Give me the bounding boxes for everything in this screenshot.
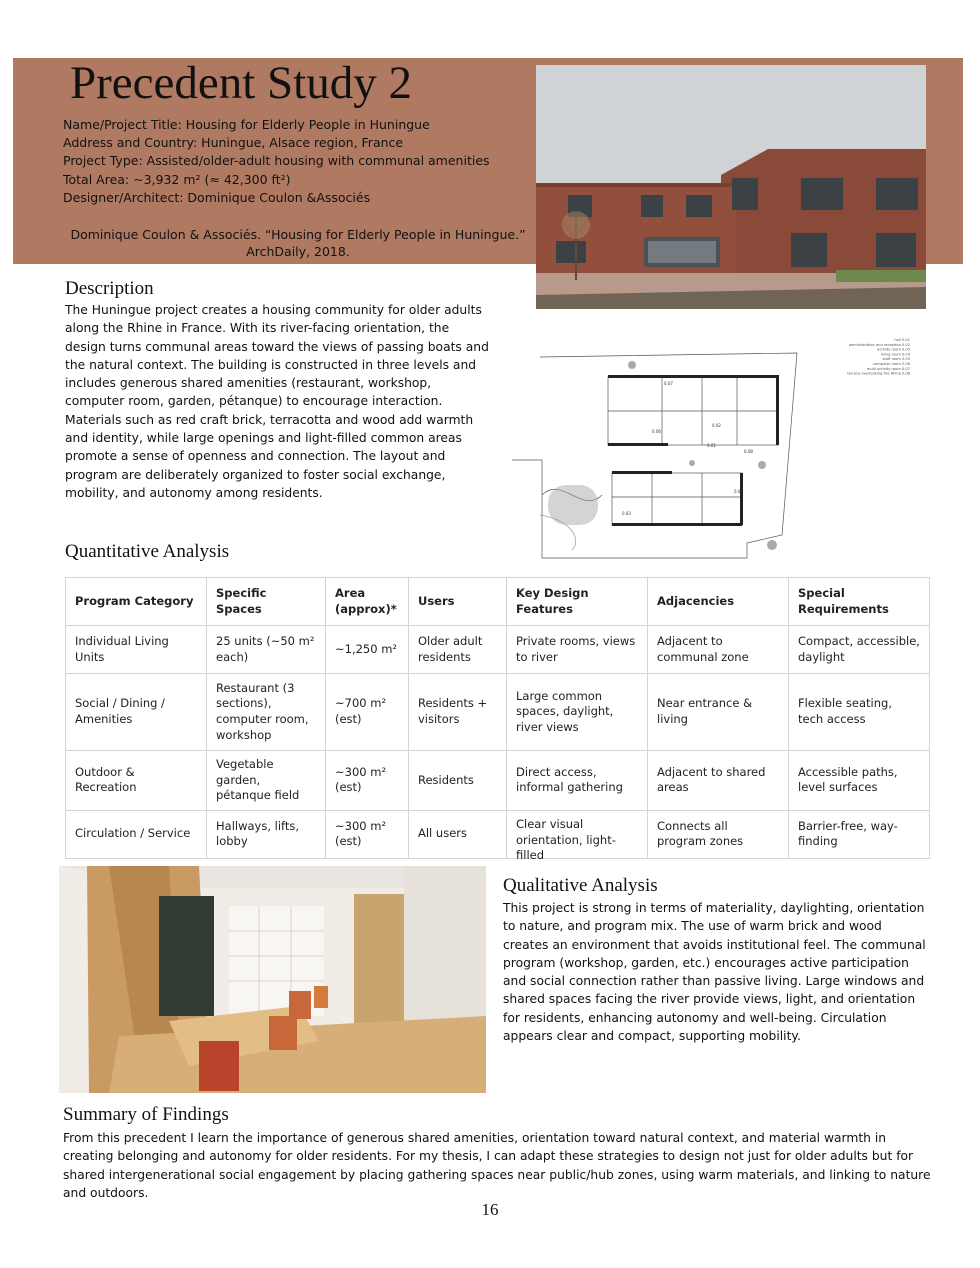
table-cell: Private rooms, views to river xyxy=(507,626,648,674)
qualitative-body: This project is strong in terms of materiality, daylighting, orientation to nature, and program mix. The use of warm brick and wood creates an environment that avoids institutional feel. The communal program (workshop, garden, etc.) encourages active participation and social connection rather than passive living. Large windows and shared spaces facing the river provide views, light, and orientation for residents, enhancing autonomy and well-being. Circulation appears clear and compact, supporting mobility. xyxy=(503,901,926,1044)
plan-room-label: 0.07 xyxy=(664,381,673,386)
table-cell: Residents xyxy=(409,751,507,811)
column-header: Program Category xyxy=(66,578,207,626)
table-row xyxy=(66,751,930,811)
info-total-area: Total Area: ~3,932 m² (≈ 42,300 ft²) xyxy=(63,171,291,187)
plan-legend-item: staff room 0.05 xyxy=(882,357,910,362)
plan-room-label: 0.01 xyxy=(707,443,716,448)
qualitative-heading: Qualitative Analysis xyxy=(503,875,658,896)
table-cell: Adjacent to shared areas xyxy=(648,751,789,811)
summary-body: From this precedent I learn the importance of generous shared amenities, orientation toward natural context, and material warmth in creating belonging and autonomy for older residents. For my thesis, I can adapt these strategies to design not just for older adults but for shared intergenerational social engagement by placing gathering spaces near public/hub zones, using warm materials, and linking to nature and outdoors. xyxy=(63,1131,931,1200)
project-info xyxy=(63,116,490,207)
info-architect: Designer/Architect: Dominique Coulon &Associés xyxy=(63,189,371,205)
table-cell xyxy=(507,810,648,863)
table-cell: Flexible seating, tech access xyxy=(789,674,930,751)
table-cell: Restaurant (3 sections), computer room, workshop xyxy=(207,674,326,751)
table-cell: Outdoor & Recreation xyxy=(66,751,207,811)
summary-heading: Summary of Findings xyxy=(63,1104,229,1125)
citation-line-1: Dominique Coulon & Associés. “Housing for Elderly People in Huningue.” xyxy=(70,227,526,242)
plan-room-label: 0.02 xyxy=(712,423,721,428)
table-row xyxy=(66,810,930,858)
table-cell: ~300 m² (est) xyxy=(326,751,409,811)
column-header: Specific Spaces xyxy=(207,578,326,626)
citation xyxy=(63,226,533,260)
table-cell: ~300 m² (est) xyxy=(326,810,409,858)
table-cell: Connects all program zones xyxy=(648,810,789,858)
table-row xyxy=(66,674,930,751)
table-cell: Individual Living Units xyxy=(66,626,207,674)
plan-legend-item: activity room 0.03 xyxy=(877,347,910,352)
table-cell: Circulation / Service xyxy=(66,810,207,858)
column-header: Adjacencies xyxy=(648,578,789,626)
table-cell: Direct access, informal gathering xyxy=(507,751,648,811)
plan-legend-item: terrace overlooking the Rhine 0.08 xyxy=(847,371,910,376)
interior-dining-photo xyxy=(59,866,486,1093)
table-cell: Vegetable garden, pétanque field xyxy=(207,751,326,811)
plan-room-label: 0.08 xyxy=(744,449,753,454)
plan-legend-item: multi-activity room 0.07 xyxy=(866,366,910,371)
plan-legend-item: administration and reception 0.02 xyxy=(848,342,910,347)
table-cell: Older adult residents xyxy=(409,626,507,674)
plan-room-label: 0.04 xyxy=(734,489,743,494)
plan-legend xyxy=(847,338,910,376)
info-project-title: Name/Project Title: Housing for Elderly People in Huningue xyxy=(63,117,430,132)
table-cell: Large common spaces, daylight, river views xyxy=(507,674,648,751)
column-header: Area (approx)* xyxy=(326,578,409,626)
floor-plan-drawing xyxy=(512,338,932,560)
column-header: Special Requirements xyxy=(789,578,930,626)
table-row xyxy=(66,626,930,674)
table-cell: Hallways, lifts, lobby xyxy=(207,810,326,858)
table-header-row xyxy=(66,578,930,626)
table-cell: Accessible paths, level surfaces xyxy=(789,751,930,811)
quantitative-heading: Quantitative Analysis xyxy=(65,541,230,562)
table-cell: Compact, accessible, daylight xyxy=(789,626,930,674)
table-cell: Residents + visitors xyxy=(409,674,507,751)
plan-legend-item: computer room 0.06 xyxy=(873,362,910,366)
info-project-type: Project Type: Assisted/older-adult housing with communal amenities xyxy=(63,153,490,169)
column-header: Key Design Features xyxy=(507,578,648,626)
plan-legend-item: hall 0.01 xyxy=(894,338,910,342)
table-cell: All users xyxy=(409,810,507,858)
table-cell: Adjacent to communal zone xyxy=(648,626,789,674)
plan-room-label: 0.03 xyxy=(622,511,631,516)
plan-room-label: 0.06 xyxy=(652,429,661,434)
building-exterior-photo xyxy=(536,65,926,309)
table-cell: Barrier-free, way-finding xyxy=(789,810,930,858)
table-cell: ~700 m² (est) xyxy=(326,674,409,751)
citation-line-2: ArchDaily, 2018. xyxy=(246,244,350,259)
cell-text-clipped: Clear visual orientation, light-filled xyxy=(516,817,616,863)
page-number: 16 xyxy=(481,1200,499,1219)
description-heading: Description xyxy=(65,278,154,299)
description-body: The Huningue project creates a housing community for older adults along the Rhine in France. With its river-facing orientation, the design turns communal areas toward the views of passing boats and the natural context. The building is constructed in three levels and includes generous shared amenities (restaurant, workshop, computer room, garden, pétanque) to encourage interaction. Materials such as red craft brick, terracotta and wood add warmth and identity, while large openings and light-filled common areas promote a sense of openness and connection. The layout and program are deliberately organized to foster social exchange, mobility, and autonomy among residents. xyxy=(65,303,489,500)
column-header: Users xyxy=(409,578,507,626)
table-cell: 25 units (~50 m² each) xyxy=(207,626,326,674)
table-cell: Near entrance & living xyxy=(648,674,789,751)
table-cell: ~1,250 m² xyxy=(326,626,409,674)
info-address: Address and Country: Huningue, Alsace region, France xyxy=(63,135,404,151)
page-title: Precedent Study 2 xyxy=(70,57,412,109)
plan-legend-item: living room 0.04 xyxy=(880,352,910,357)
table-cell: Social / Dining / Amenities xyxy=(66,674,207,751)
quantitative-table xyxy=(65,577,930,863)
